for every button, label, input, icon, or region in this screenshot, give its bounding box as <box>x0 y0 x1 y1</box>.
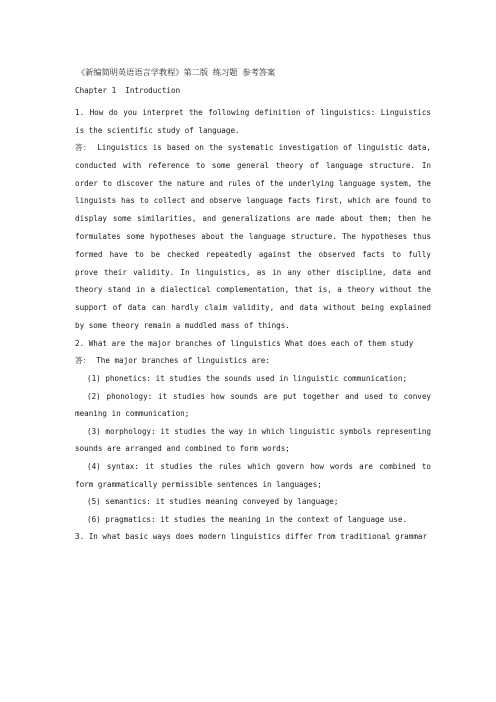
list-item: (4) syntax: it studies the rules which govern how words are combined to form grammatically permissible sentences in languages; <box>75 462 431 489</box>
answer-label: 答： <box>75 356 91 366</box>
list-item: (2) phonology: it studies how sounds are put together and used to convey meaning in communication; <box>75 391 431 419</box>
answer-2 <box>75 352 431 370</box>
list-item: (6) pragmatics: it studies the meaning in the context of language use. <box>87 514 408 524</box>
list-item: (1) phonetics: it studies the sounds used in linguistic communication; <box>87 374 408 384</box>
list-item: (3) morphology: it studies the way in which linguistic symbols representing sounds are arranged and combined to form words; <box>75 426 431 454</box>
document-title: 《新编简明英语语言学教程》第二版 练习题 参考答案 <box>77 67 276 77</box>
document-body <box>75 66 431 546</box>
answer-1-text: Linguistics is based on the systematic investigation of linguistic data, conducted with reference to some general theory of language structure. In order to discover the nature and rules of the underlying language system, the linguists has to collect and observe language facts first, which are found to display some similarities, and generalizations are made about them; then he formulates some hypotheses about the language structure. The hypotheses thus formed have to be checked repeatedly against the observed facts to fully prove their validity. In linguistics, as in any other discipline, data and theory stand in a dialectical complementation, that is, a theory without the support of data can hardly claim validity, and data without being explained by some theory remain a muddled mass of things. <box>75 143 432 330</box>
question-3: 3. In what basic ways does modern linguistics differ from traditional grammar <box>75 532 428 542</box>
answer-label: 答： <box>75 143 92 152</box>
answer-1 <box>75 139 431 335</box>
question-2: 2. What are the major branches of linguistics What does each of them study <box>75 338 414 348</box>
chapter-heading: Chapter 1 Introduction <box>75 86 181 95</box>
list-item: (5) semantics: it studies meaning conveyed by language; <box>87 497 339 507</box>
answer-2-text: The major branches of linguistics are: <box>96 356 270 366</box>
question-1: 1. How do you interpret the following definition of linguistics: Linguistics is the scientific study of language. <box>75 108 431 135</box>
